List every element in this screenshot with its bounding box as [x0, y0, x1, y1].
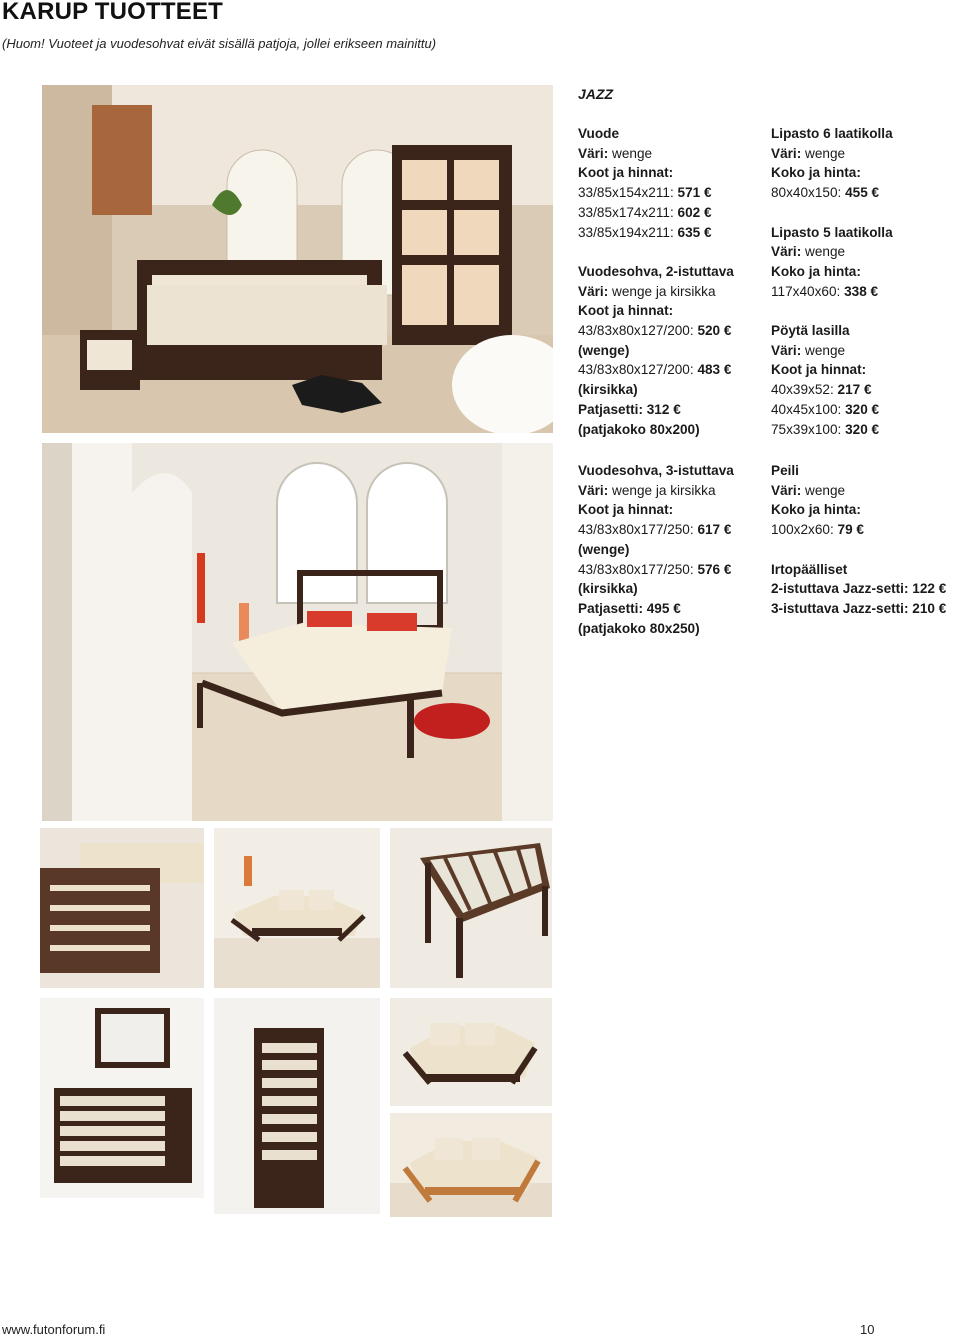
vuode-color: wenge — [612, 145, 653, 161]
dresser-mirror-photo — [40, 998, 204, 1198]
page-subtitle: (Huom! Vuoteet ja vuodesohvat eivät sisällä patjoja, jollei erikseen mainittu) — [2, 36, 437, 51]
vuode-name: Vuode — [578, 126, 620, 141]
price-note: (wenge) — [578, 342, 630, 358]
peili-size-label: Koko ja hinta: — [771, 502, 861, 518]
price-row: 43/83x80x177/250: 617 € — [578, 522, 732, 538]
futon-chair-photo — [214, 828, 380, 988]
price-row: 75x39x100: 320 € — [771, 421, 880, 437]
irto-name: Irtopäälliset — [771, 561, 848, 577]
poyta-color: wenge — [805, 342, 846, 358]
lipasto5-color-label: Väri: — [771, 244, 802, 260]
lipasto6-size-label: Koko ja hinta: — [771, 165, 861, 181]
price-row: 33/85x154x211: 571 € — [578, 185, 712, 201]
sofa2-sizes-label: Koot ja hinnat: — [578, 303, 674, 319]
mattress-note: (patjakoko 80x250) — [578, 620, 700, 636]
product-column-left — [578, 124, 734, 439]
tall-chest-photo — [214, 998, 380, 1214]
sofa-wenge-photo — [390, 998, 552, 1106]
price-row: 33/85x194x211: 635 € — [578, 224, 712, 240]
price-row: 80x40x150: 455 € — [771, 185, 880, 201]
page-number: 10 — [860, 1322, 875, 1337]
product-column-right-lower — [771, 461, 946, 619]
poyta-sizes-label: Koot ja hinnat: — [771, 362, 867, 378]
sofa-side-photo — [40, 828, 204, 988]
product-column-left-lower — [578, 461, 734, 638]
poyta-name: Pöytä lasilla — [771, 323, 850, 338]
sofa3-sizes-label: Koot ja hinnat: — [578, 502, 674, 518]
lipasto6-name: Lipasto 6 laatikolla — [771, 126, 893, 141]
price-row: 43/83x80x127/200: 483 € — [578, 362, 732, 378]
mattress-price: Patjasetti: 312 € — [578, 401, 681, 417]
product-column-right — [771, 124, 893, 439]
series-heading: JAZZ — [578, 86, 613, 102]
price-row: 100x2x60: 79 € — [771, 522, 864, 538]
price-note: (kirsikka) — [578, 382, 638, 398]
irto-row: 3-istuttava Jazz-setti: 210 € — [771, 600, 947, 616]
vuode-color-label: Väri: — [578, 145, 609, 161]
lipasto5-color: wenge — [805, 244, 846, 260]
mattress-price: Patjasetti: 495 € — [578, 600, 681, 616]
lipasto6-color-label: Väri: — [771, 145, 802, 161]
price-row: 43/83x80x177/250: 576 € — [578, 561, 732, 577]
sofa2-color-label: Väri: — [578, 283, 609, 299]
sofa3-name: Vuodesohva, 3-istuttava — [578, 463, 734, 478]
lipasto5-name: Lipasto 5 laatikolla — [771, 224, 893, 240]
sofa2-name: Vuodesohva, 2-istuttava — [578, 263, 734, 279]
bedroom-photo — [42, 85, 553, 433]
peili-color-label: Väri: — [771, 482, 802, 498]
price-row: 33/85x174x211: 602 € — [578, 204, 712, 220]
vuode-sizes-label: Koot ja hinnat: — [578, 165, 674, 181]
footer-url[interactable]: www.futonforum.fi — [2, 1322, 106, 1337]
irto-row: 2-istuttava Jazz-setti: 122 € — [771, 581, 947, 597]
price-note: (wenge) — [578, 541, 630, 557]
glass-table-photo — [390, 828, 552, 988]
page-title: KARUP TUOTTEET — [2, 0, 224, 25]
lipasto6-color: wenge — [805, 145, 846, 161]
lipasto5-size-label: Koko ja hinta: — [771, 263, 861, 279]
price-row: 117x40x60: 338 € — [771, 283, 879, 299]
mattress-note: (patjakoko 80x200) — [578, 421, 700, 437]
price-row: 40x45x100: 320 € — [771, 401, 880, 417]
loft-bed-photo — [42, 443, 553, 821]
peili-color: wenge — [805, 482, 846, 498]
sofa3-color: wenge ja kirsikka — [612, 482, 716, 498]
peili-name: Peili — [771, 463, 799, 478]
price-row: 43/83x80x127/200: 520 € — [578, 323, 732, 339]
poyta-color-label: Väri: — [771, 342, 802, 358]
price-note: (kirsikka) — [578, 581, 638, 597]
sofa3-color-label: Väri: — [578, 482, 609, 498]
sofa-cherry-photo — [390, 1113, 552, 1217]
price-row: 40x39x52: 217 € — [771, 382, 872, 398]
sofa2-color: wenge ja kirsikka — [612, 283, 716, 299]
